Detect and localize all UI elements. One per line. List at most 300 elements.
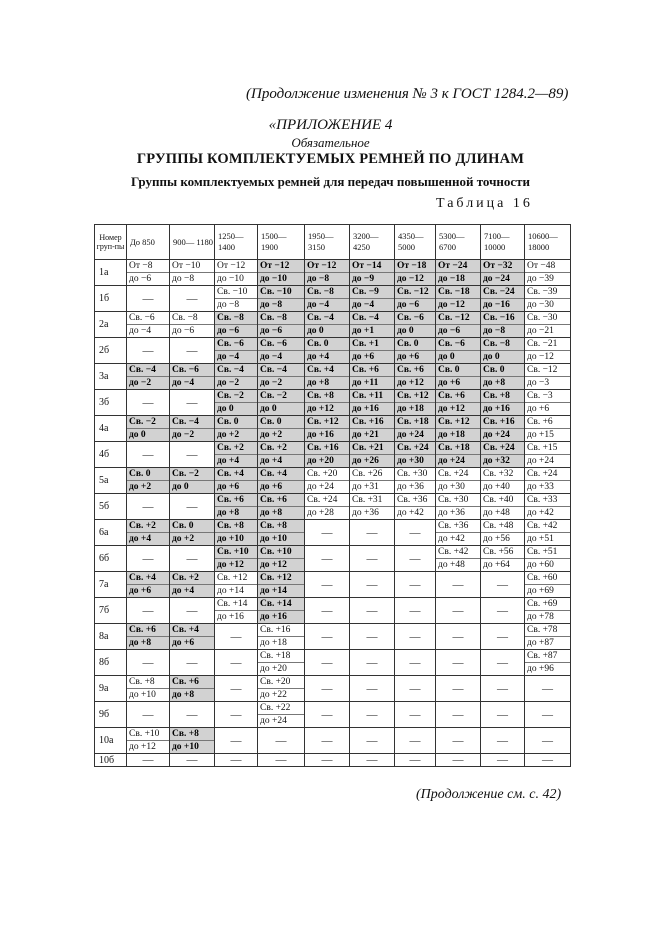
empty-dash: — [497, 656, 508, 669]
tolerance-cell [525, 312, 571, 338]
upper-bound: до +16 [483, 404, 510, 414]
tolerance-cell [305, 416, 350, 442]
group-number-cell: 6б [95, 546, 127, 572]
tolerance-cell [395, 650, 436, 676]
tolerance-cell [170, 676, 215, 702]
tolerance-cell [127, 260, 170, 286]
empty-dash: — [452, 734, 464, 747]
tolerance-cell [170, 468, 215, 494]
tolerance-cell [350, 390, 395, 416]
lower-bound: Св. −6 [436, 338, 480, 351]
lower-bound: Св. +6 [215, 494, 257, 507]
tolerance-cell [215, 572, 258, 598]
tolerance-cell [215, 494, 258, 520]
tolerance-cell [170, 546, 215, 572]
empty-dash: — [497, 708, 508, 721]
empty-dash: — [452, 604, 464, 617]
tolerance-cell [170, 520, 215, 546]
empty-dash: — [409, 734, 421, 747]
table-row [95, 494, 571, 520]
upper-bound: до +6 [260, 482, 283, 492]
empty-dash: — [186, 344, 198, 357]
empty-dash: — [142, 552, 154, 565]
tolerance-cell [481, 624, 525, 650]
upper-bound: до −39 [527, 274, 554, 284]
tolerance-cell [525, 390, 571, 416]
tolerance-cell [127, 676, 170, 702]
column-header-length-range: 7100— 10000 [481, 225, 525, 260]
tolerance-cell [350, 338, 395, 364]
lower-bound: Св. −18 [436, 286, 480, 299]
lower-bound: Св. −4 [215, 364, 257, 377]
empty-dash: — [409, 552, 421, 565]
lower-bound: Св. +10 [127, 728, 169, 741]
tolerance-cell [436, 442, 481, 468]
lower-bound: Св. +18 [258, 650, 304, 663]
document-title: ГРУППЫ КОМПЛЕКТУЕМЫХ РЕМНЕЙ ПО ДЛИНАМ [136, 151, 525, 167]
upper-bound: до +20 [260, 664, 287, 674]
table-row [95, 312, 571, 338]
upper-bound: до −6 [172, 326, 195, 336]
column-header-length-range: 4350— 5000 [395, 225, 436, 260]
upper-bound: до +11 [352, 378, 379, 388]
tolerance-cell [525, 286, 571, 312]
tolerance-cell [127, 286, 170, 312]
tolerance-cell [127, 572, 170, 598]
upper-bound: до −4 [217, 352, 240, 362]
tolerance-cell [215, 520, 258, 546]
empty-dash: — [409, 578, 421, 591]
tolerance-cell [258, 312, 305, 338]
lower-bound: Св. −2 [170, 468, 214, 481]
tolerance-cell [481, 442, 525, 468]
tolerance-cell [481, 598, 525, 624]
lower-bound: Св. 0 [395, 338, 435, 351]
upper-bound: до +16 [217, 612, 244, 622]
appendix-heading: «ПРИЛОЖЕНИЕ 4 [268, 117, 393, 133]
lower-bound: Св. +33 [525, 494, 570, 507]
upper-bound: до 0 [438, 352, 455, 362]
empty-dash: — [497, 734, 508, 747]
empty-dash: — [366, 734, 378, 747]
empty-dash: — [275, 734, 287, 747]
table-header-row [95, 225, 571, 260]
tolerance-cell [436, 754, 481, 767]
tolerance-cell [350, 260, 395, 286]
lower-bound: Св. −4 [350, 312, 394, 325]
lower-bound: Св. +24 [481, 442, 524, 455]
empty-dash: — [366, 754, 378, 766]
lower-bound: Св. −4 [258, 364, 304, 377]
empty-dash: — [409, 754, 421, 766]
tolerance-cell [127, 624, 170, 650]
tolerance-cell [350, 468, 395, 494]
upper-bound: до +8 [260, 508, 283, 518]
tolerance-cell [215, 338, 258, 364]
tolerance-cell [436, 260, 481, 286]
upper-bound: до −18 [438, 274, 465, 284]
lower-bound: От −18 [395, 260, 435, 273]
table-row [95, 572, 571, 598]
empty-dash: — [452, 656, 464, 669]
tolerance-cell [395, 416, 436, 442]
tolerance-cell [215, 468, 258, 494]
lower-bound: Св. −3 [525, 390, 570, 403]
upper-bound: до −6 [260, 326, 283, 336]
tolerance-cell [395, 572, 436, 598]
upper-bound: до −8 [217, 300, 240, 310]
upper-bound: до −4 [260, 352, 283, 362]
tolerance-cell [305, 754, 350, 767]
tolerance-cell [350, 754, 395, 767]
table-row [95, 442, 571, 468]
tolerance-cell [258, 260, 305, 286]
tolerance-cell [395, 546, 436, 572]
tolerance-cell [350, 520, 395, 546]
upper-bound: до +8 [483, 378, 506, 388]
lower-bound: Св. +4 [305, 364, 349, 377]
tolerance-cell [215, 676, 258, 702]
tolerance-cell [525, 598, 571, 624]
empty-dash: — [497, 578, 508, 591]
lower-bound: Св. −6 [170, 364, 214, 377]
group-number-cell: 4б [95, 442, 127, 468]
upper-bound: до +24 [483, 430, 510, 440]
table-row [95, 468, 571, 494]
lower-bound: Св. +36 [395, 494, 435, 507]
table-row [95, 754, 571, 767]
lower-bound: Св. +6 [436, 390, 480, 403]
lower-bound: Св. −10 [215, 286, 257, 299]
upper-bound: до 0 [172, 482, 189, 492]
upper-bound: до +36 [438, 508, 465, 518]
lower-bound: Св. +2 [170, 572, 214, 585]
upper-bound: до +31 [352, 482, 379, 492]
upper-bound: до +36 [352, 508, 379, 518]
tolerance-cell [127, 650, 170, 676]
empty-dash: — [542, 734, 553, 747]
tolerance-cell [525, 416, 571, 442]
tolerance-cell [170, 390, 215, 416]
tolerance-cell [305, 598, 350, 624]
tolerance-cell [170, 754, 215, 767]
tolerance-cell [170, 416, 215, 442]
lower-bound: Св. +30 [436, 494, 480, 507]
lower-bound: От −12 [215, 260, 257, 273]
tolerance-cell [395, 468, 436, 494]
group-number-cell: 7б [95, 598, 127, 624]
upper-bound: до +10 [217, 534, 244, 544]
tolerance-cell [305, 572, 350, 598]
empty-dash: — [452, 630, 464, 643]
tolerance-cell [525, 702, 571, 728]
belt-groups-table [94, 224, 571, 767]
lower-bound: Св. +2 [215, 442, 257, 455]
tolerance-cell [305, 364, 350, 390]
empty-dash: — [230, 734, 242, 747]
upper-bound: до +87 [527, 638, 554, 648]
upper-bound: до +12 [438, 404, 465, 414]
upper-bound: до 0 [483, 352, 500, 362]
continuation-footer: (Продолжение см. с. 42) [416, 787, 562, 802]
lower-bound: Св. +22 [258, 702, 304, 715]
tolerance-cell [395, 676, 436, 702]
lower-bound: Св. −12 [525, 364, 570, 377]
table-body [95, 260, 571, 767]
upper-bound: до +4 [129, 534, 152, 544]
upper-bound: до +18 [260, 638, 287, 648]
upper-bound: до 0 [260, 404, 277, 414]
empty-dash: — [186, 754, 198, 766]
group-number-cell: 2б [95, 338, 127, 364]
tolerance-cell [395, 494, 436, 520]
upper-bound: до −4 [129, 326, 152, 336]
document-subtitle: Группы комплектуемых ремней для передач повышенной точности [130, 174, 531, 189]
upper-bound: до +96 [527, 664, 554, 674]
group-number-cell: 7а [95, 572, 127, 598]
upper-bound: до +24 [397, 430, 424, 440]
group-number-cell: 9б [95, 702, 127, 728]
tolerance-cell [127, 364, 170, 390]
upper-bound: до +56 [483, 534, 510, 544]
empty-dash: — [366, 526, 378, 539]
upper-bound: до +20 [307, 456, 334, 466]
lower-bound: Св. +4 [127, 572, 169, 585]
upper-bound: до +60 [527, 560, 554, 570]
empty-dash: — [452, 578, 464, 591]
upper-bound: до +36 [397, 482, 424, 492]
empty-dash: — [230, 630, 242, 643]
lower-bound: Св. +32 [481, 468, 524, 481]
upper-bound: до −10 [217, 274, 244, 284]
upper-bound: до +4 [260, 456, 283, 466]
upper-bound: до +4 [172, 586, 195, 596]
tolerance-cell [215, 416, 258, 442]
tolerance-cell [127, 728, 170, 754]
tolerance-cell [170, 728, 215, 754]
table-row [95, 260, 571, 286]
empty-dash: — [321, 604, 333, 617]
lower-bound: Св. 0 [305, 338, 349, 351]
mandatory-label: Обязательное [291, 135, 370, 150]
empty-dash: — [409, 526, 421, 539]
upper-bound: до +51 [527, 534, 554, 544]
tolerance-cell [127, 546, 170, 572]
lower-bound: Св. −2 [215, 390, 257, 403]
lower-bound: От −24 [436, 260, 480, 273]
tolerance-cell [170, 598, 215, 624]
table-row [95, 338, 571, 364]
lower-bound: Св. +2 [127, 520, 169, 533]
tolerance-cell [436, 390, 481, 416]
tolerance-cell [436, 364, 481, 390]
lower-bound: Св. +6 [127, 624, 169, 637]
table-row [95, 390, 571, 416]
table-row [95, 546, 571, 572]
empty-dash: — [321, 754, 333, 766]
empty-dash: — [275, 754, 287, 766]
tolerance-cell [481, 468, 525, 494]
upper-bound: до +30 [438, 482, 465, 492]
tolerance-cell [525, 520, 571, 546]
upper-bound: до +64 [483, 560, 510, 570]
tolerance-cell [525, 754, 571, 767]
lower-bound: Св. 0 [215, 416, 257, 429]
tolerance-cell [481, 338, 525, 364]
upper-bound: до +18 [397, 404, 424, 414]
table-row [95, 520, 571, 546]
lower-bound: Св. −39 [525, 286, 570, 299]
empty-dash: — [186, 708, 198, 721]
tolerance-cell [525, 676, 571, 702]
tolerance-cell [395, 702, 436, 728]
upper-bound: до +10 [172, 742, 199, 752]
empty-dash: — [321, 552, 333, 565]
group-number-cell: 2а [95, 312, 127, 338]
lower-bound: Св. +6 [258, 494, 304, 507]
upper-bound: до −24 [483, 274, 510, 284]
lower-bound: Св. −12 [436, 312, 480, 325]
lower-bound: Св. −8 [258, 312, 304, 325]
lower-bound: Св. −6 [127, 312, 169, 325]
tolerance-cell [258, 416, 305, 442]
table-row [95, 286, 571, 312]
tolerance-cell [305, 338, 350, 364]
upper-bound: до +32 [483, 456, 510, 466]
empty-dash: — [497, 604, 508, 617]
upper-bound: до +6 [397, 352, 420, 362]
empty-dash: — [142, 448, 154, 461]
tolerance-cell [350, 702, 395, 728]
lower-bound: Св. +87 [525, 650, 570, 663]
tolerance-cell [215, 390, 258, 416]
upper-bound: до −4 [172, 378, 195, 388]
group-number-cell: 1б [95, 286, 127, 312]
tolerance-cell [395, 754, 436, 767]
group-number-cell: 3а [95, 364, 127, 390]
lower-bound: Св. −8 [170, 312, 214, 325]
upper-bound: до 0 [217, 404, 234, 414]
tolerance-cell [436, 338, 481, 364]
tolerance-cell [127, 598, 170, 624]
upper-bound: до −8 [172, 274, 195, 284]
tolerance-cell [525, 494, 571, 520]
tolerance-cell [481, 494, 525, 520]
tolerance-cell [258, 546, 305, 572]
tolerance-cell [305, 494, 350, 520]
upper-bound: до +8 [217, 508, 240, 518]
upper-bound: до +8 [172, 690, 195, 700]
lower-bound: Св. +24 [395, 442, 435, 455]
tolerance-cell [258, 494, 305, 520]
lower-bound: Св. −8 [215, 312, 257, 325]
empty-dash: — [321, 734, 333, 747]
upper-bound: до +24 [260, 716, 287, 726]
empty-dash: — [142, 500, 154, 513]
tolerance-cell [258, 650, 305, 676]
table-row [95, 702, 571, 728]
tolerance-cell [215, 364, 258, 390]
upper-bound: до +28 [307, 508, 334, 518]
tolerance-cell [395, 442, 436, 468]
lower-bound: Св. +8 [305, 390, 349, 403]
tolerance-cell [436, 286, 481, 312]
tolerance-cell [350, 312, 395, 338]
tolerance-cell [170, 702, 215, 728]
upper-bound: до −2 [217, 378, 240, 388]
tolerance-cell [127, 520, 170, 546]
tolerance-cell [127, 754, 170, 767]
lower-bound: Св. +4 [215, 468, 257, 481]
group-number-cell: 8а [95, 624, 127, 650]
tolerance-cell [170, 650, 215, 676]
tolerance-cell [170, 312, 215, 338]
tolerance-cell [525, 468, 571, 494]
tolerance-cell [481, 572, 525, 598]
empty-dash: — [142, 656, 154, 669]
tolerance-cell [305, 468, 350, 494]
upper-bound: до +6 [527, 404, 550, 414]
tolerance-cell [481, 650, 525, 676]
upper-bound: до −8 [307, 274, 330, 284]
empty-dash: — [321, 630, 333, 643]
tolerance-cell [127, 494, 170, 520]
lower-bound: Св. 0 [127, 468, 169, 481]
empty-dash: — [542, 754, 553, 766]
lower-bound: Св. +16 [481, 416, 524, 429]
upper-bound: до +14 [260, 586, 287, 596]
tolerance-cell [258, 754, 305, 767]
tolerance-cell [258, 390, 305, 416]
tolerance-cell [525, 650, 571, 676]
lower-bound: Св. +8 [215, 520, 257, 533]
empty-dash: — [321, 526, 333, 539]
column-header-length-range: 900— 1180 [170, 225, 215, 260]
table-number-label: Таблица 16 [436, 196, 533, 211]
tolerance-cell [127, 390, 170, 416]
group-number-cell: 10б [95, 754, 127, 767]
upper-bound: до +40 [483, 482, 510, 492]
lower-bound: Св. +24 [436, 468, 480, 481]
lower-bound: Св. +51 [525, 546, 570, 559]
lower-bound: Св. +10 [258, 546, 304, 559]
tolerance-cell [436, 572, 481, 598]
upper-bound: до +6 [129, 586, 152, 596]
tolerance-cell [525, 546, 571, 572]
column-header-length-range: 10600— 18000 [525, 225, 571, 260]
upper-bound: до +22 [260, 690, 287, 700]
tolerance-cell [350, 676, 395, 702]
lower-bound: Св. +48 [481, 520, 524, 533]
tolerance-cell [305, 260, 350, 286]
tolerance-cell [127, 442, 170, 468]
upper-bound: до +21 [352, 430, 379, 440]
lower-bound: Св. +8 [481, 390, 524, 403]
upper-bound: до +42 [397, 508, 424, 518]
tolerance-cell [350, 494, 395, 520]
lower-bound: Св. +12 [305, 416, 349, 429]
column-header-group-number: Номер груп-пы [95, 225, 127, 260]
table-row [95, 676, 571, 702]
lower-bound: Св. +42 [525, 520, 570, 533]
tolerance-cell [170, 494, 215, 520]
lower-bound: Св. +4 [170, 624, 214, 637]
upper-bound: до −10 [260, 274, 287, 284]
upper-bound: до −16 [483, 300, 510, 310]
upper-bound: до +12 [307, 404, 334, 414]
tolerance-cell [350, 598, 395, 624]
column-header-length-range: 1250— 1400 [215, 225, 258, 260]
